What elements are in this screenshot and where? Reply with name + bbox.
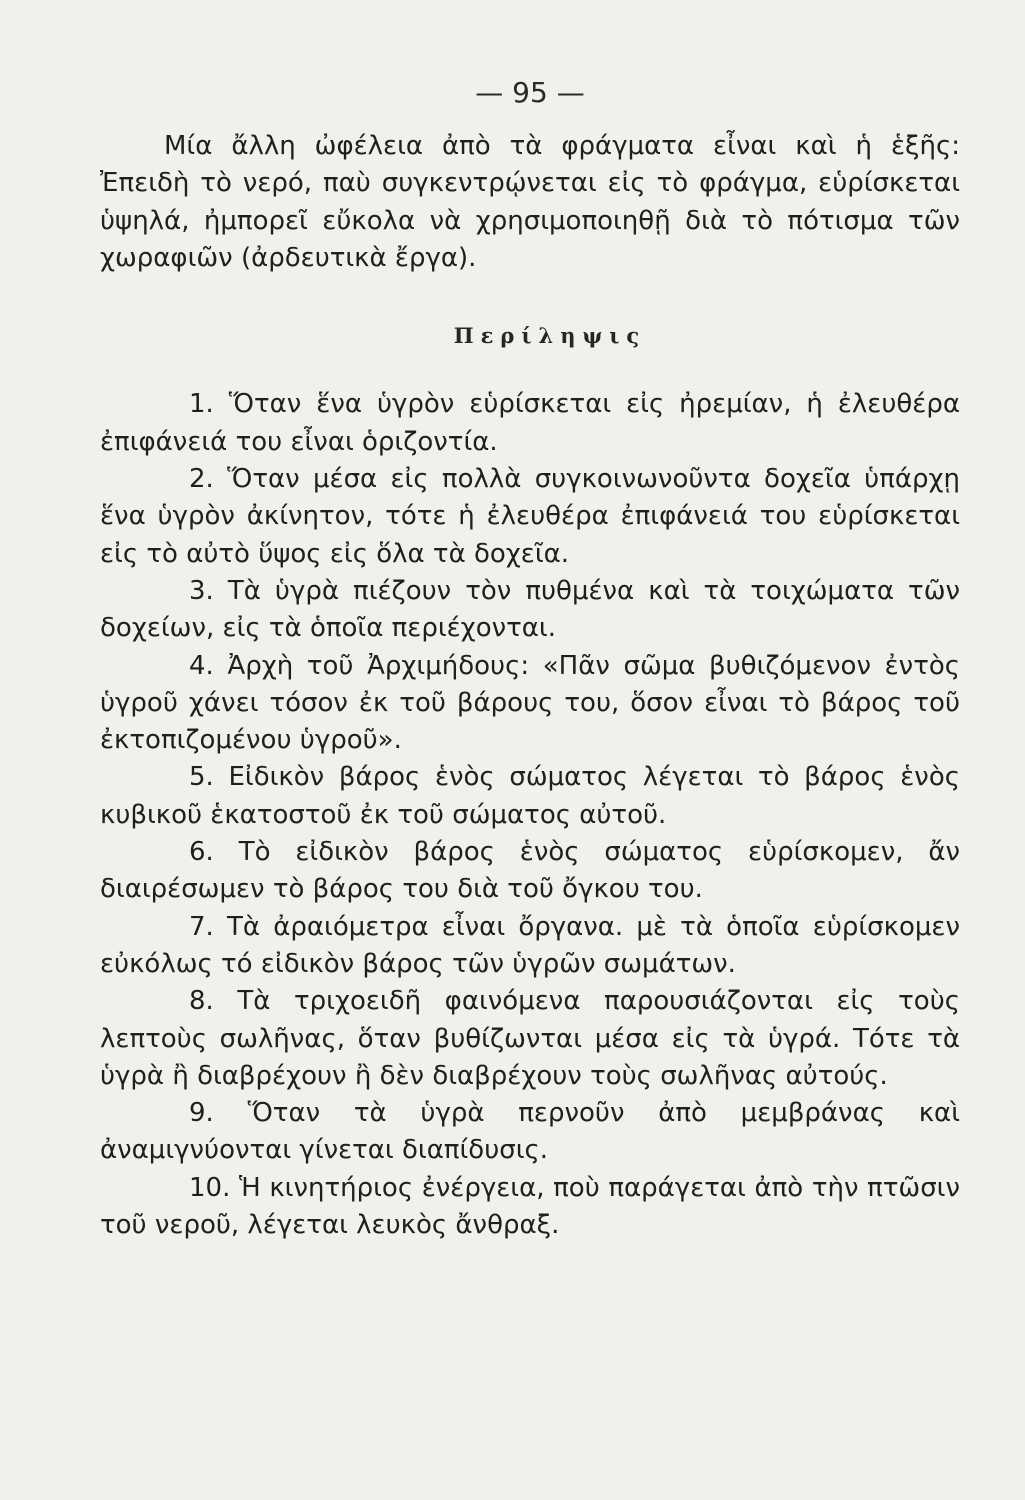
summary-item: [100, 909, 960, 984]
item-number: 7.: [189, 911, 214, 942]
summary-item: [100, 1170, 960, 1245]
item-number: 9.: [189, 1098, 214, 1129]
item-number: 4.: [189, 650, 214, 681]
item-text: Ὅταν ἕνα ὑγρὸν εὑρίσκεται εἰς ἠρεμίαν, ἡ ἐλευθέρα ἐπιφάνειά του εἶναι ὁριζοντία.: [100, 389, 961, 457]
item-number: 10.: [189, 1172, 231, 1203]
summary-item: [100, 461, 960, 573]
intro-paragraph: Μία ἄλλη ὠφέλεια ἀπὸ τὰ φράγματα εἶναι καὶ ἡ ἑξῆς: Ἐπειδὴ τὸ νερό, παὺ συγκεντρῴνεται εἰς τὸ φράγμα, εὑρίσκεται ὑψηλά, ἠμπορεῖ εὔκολα νὰ χρησιμοποιηθῇ διὰ τὸ πότισμα τῶν χωραφιῶν (ἀρδευτικὰ ἔργα).: [100, 131, 960, 273]
summary-item: [100, 573, 960, 648]
item-text: Τὰ ἀραιόμετρα εἶναι ὄργανα. μὲ τὰ ὁποῖα εὑρίσκομεν εὐκόλως τό εἰδικὸν βάρος τῶν ὑγρῶν σωμάτων.: [100, 911, 960, 979]
summary-heading: Περίληψις: [453, 323, 647, 349]
item-text: Ὅταν μέσα εἰς πολλὰ συγκοινωνοῦντα δοχεῖα ὑπάρχῃ ἕνα ὑγρὸν ἀκίνητον, τότε ἡ ἐλευθέρα ἐπιφάνειά του εὑρίσκεται εἰς τὸ αὐτὸ ὕψος εἰς ὅλα τὰ δοχεῖα.: [100, 464, 961, 569]
summary-list: [100, 386, 960, 1244]
item-number: 2.: [189, 464, 214, 495]
item-text: Ἡ κινητήριος ἐνέργεια, ποὺ παράγεται ἀπὸ τὴν πτῶσιν τοῦ νεροῦ, λέγεται λευκὸς ἄνθραξ.: [100, 1172, 960, 1241]
summary-item: [100, 983, 960, 1095]
item-text: Τὰ τριχοειδῆ φαινόμενα παρουσιάζονται εἰς τοὺς λεπτοὺς σωλῆνας, ὅταν βυθίζωνται μέσα εἰς τὰ ὑγρά. Τότε τὰ ὑγρὰ ἢ διαβρέχουν ἢ δὲν διαβρέχουν τοὺς σωλῆνας αὐτούς.: [100, 986, 960, 1091]
page-body: [100, 128, 960, 1244]
item-number: 1.: [189, 389, 214, 420]
item-text: Τὸ εἰδικὸν βάρος ἑνὸς σώματος εὑρίσκομεν, ἄν διαιρέσωμεν τὸ βάρος του διὰ τοῦ ὄγκου του.: [100, 837, 961, 905]
summary-item: [100, 648, 960, 760]
item-number: 8.: [189, 986, 214, 1017]
summary-item: [100, 386, 960, 461]
summary-item: [100, 759, 960, 834]
item-text: Εἰδικὸν βάρος ἑνὸς σώματος λέγεται τὸ βάρος ἑνὸς κυβικοῦ ἑκατοστοῦ ἐκ τοῦ σώματος αὐτοῦ.: [100, 762, 960, 830]
item-number: 3.: [189, 575, 214, 606]
item-number: 6.: [189, 837, 214, 868]
item-number: 5.: [189, 762, 214, 793]
item-text: Τὰ ὑγρὰ πιέζουν τὸν πυθμένα καὶ τὰ τοιχώματα τῶν δοχείων, εἰς τὰ ὁποῖα περιέχονται.: [100, 575, 960, 644]
summary-item: [100, 834, 960, 909]
summary-item: [100, 1095, 960, 1170]
page-number: — 95 —: [475, 76, 585, 109]
item-text: Ἀρχὴ τοῦ Ἀρχιμήδους: «Πᾶν σῶμα βυθιζόμενον ἐντὸς ὑγροῦ χάνει τόσον ἐκ τοῦ βάρους του, ὅσον εἶναι τὸ βάρος τοῦ ἐκτοπιζομένου ὑγροῦ».: [100, 650, 961, 756]
item-text: Ὅταν τὰ ὑγρὰ περνοῦν ἀπὸ μεμβράνας καὶ ἀναμιγνύονται γίνεται διαπίδυσις.: [100, 1098, 960, 1166]
